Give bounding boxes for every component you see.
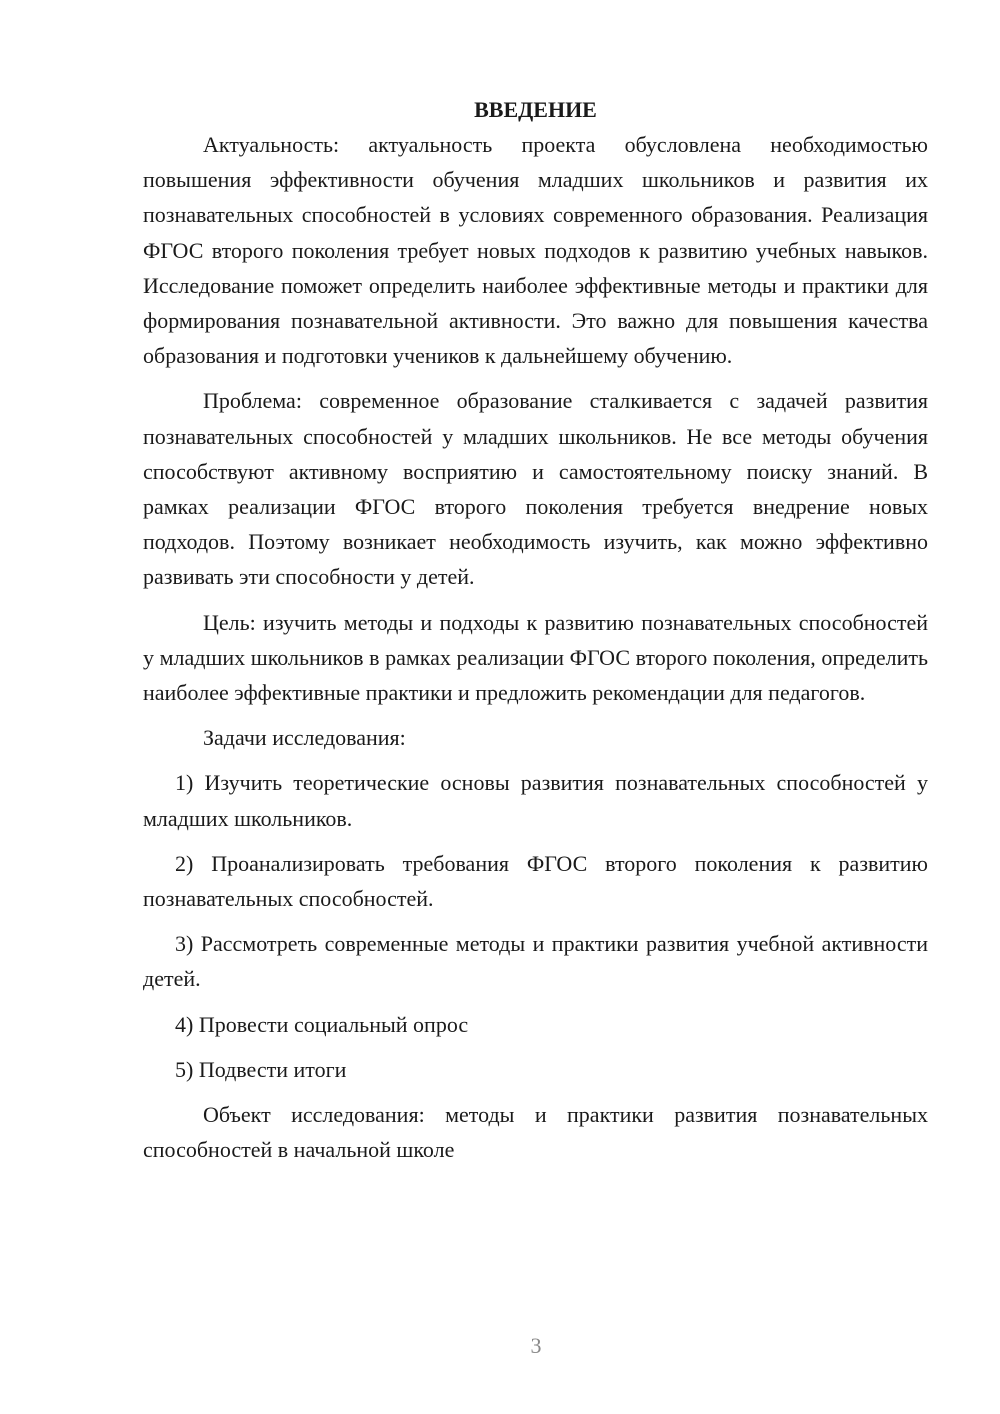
page-title: ВВЕДЕНИЕ <box>474 97 597 122</box>
paragraph-goal: Цель: изучить методы и подходы к развитию познавательных способностей у младших школьников в рамках реализации ФГОС второго поколения, определить наиболее эффективные практики и предложить рекомендации для педагогов. <box>143 609 928 706</box>
paragraph-object: Объект исследования: методы и практики развития познавательных способностей в начальной школе <box>143 1102 928 1163</box>
tasks-title: Задачи исследования: <box>203 725 406 751</box>
paragraph-actuality: Актуальность: актуальность проекта обусловлена необходимостью повышения эффективности обучения младших школьников и развития их познавательных способностей в условиях современного образования. Реализация ФГОС второго поколения требует новых подходов к развитию учебных навыков. Исследование поможет определить наиболее эффективные методы и практики для формирования познавательной активности. Это важно для повышения качества образования и подготовки учеников к дальнейшему обучению. <box>143 132 928 369</box>
task-item-2: 2) Проанализировать требования ФГОС второго поколения к развитию познавательных способностей. <box>143 850 928 912</box>
task-item-4: 4) Провести социальный опрос <box>175 1011 469 1037</box>
task-item-1: 1) Изучить теоретические основы развития познавательных способностей у младших школьников. <box>143 770 928 831</box>
document-page <box>143 92 928 1177</box>
page-number: 3 <box>530 1333 542 1358</box>
paragraph-problem: Проблема: современное образование сталкивается с задачей развития познавательных способностей у младших школьников. Не все методы обучения способствуют активному восприятию и самостоятельному поиску знаний. В рамках реализации ФГОС второго поколения требуется внедрение новых подходов. Поэтому возникает необходимость изучить, как можно эффективно развивать эти способности у детей. <box>143 388 928 590</box>
task-item-5: 5) Подвести итоги <box>175 1056 347 1082</box>
task-item-3: 3) Рассмотреть современные методы и практики развития учебной активности детей. <box>143 931 928 992</box>
